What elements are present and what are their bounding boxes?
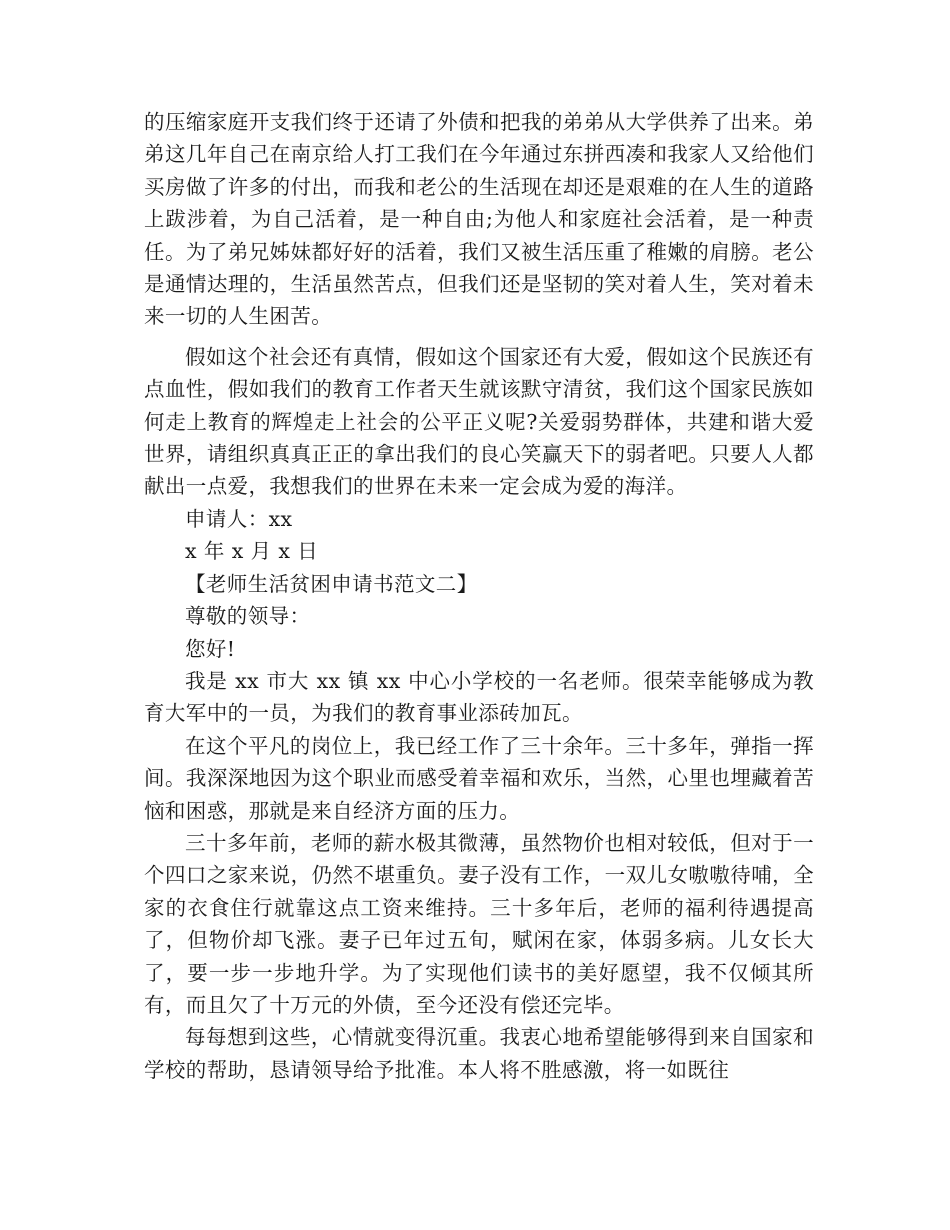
paragraph-continuation: 的压缩家庭开支我们终于还请了外债和把我的弟弟从大学供养了出来。弟弟这几年自己在南京给人打工我们在今年通过东拼西凑和我家人又给他们买房做了许多的付出，而我和老公的生活现在却还是艰难的在人生的道路上跋涉着，为自己活着，是一种自由;为他人和家庭社会活着，是一种责任。为了弟兄姊妹都好好的活着，我们又被生活压重了稚嫩的肩膀。老公是通情达理的，生活虽然苦点，但我们还是坚韧的笑对着人生，笑对着未来一切的人生困苦。: [144, 110, 814, 329]
section-heading: 【老师生活贫困申请书范文二】: [185, 571, 478, 596]
greeting: 您好!: [185, 636, 236, 661]
paragraph-hardship: 三十多年前，老师的薪水极其微薄，虽然物价也相对较低，但对于一个四口之家来说，仍然不堪重负。妻子没有工作，一双儿女嗷嗷待哺，全家的衣食住行就靠这点工资来维持。三十多年后，老师的福利待遇提高了，但物价却飞涨。妻子已年过五旬，赋闲在家，体弱多病。儿女长大了，要一步一步地升学。为了实现他们读书的美好愿望，我不仅倾其所有，而且欠了十万元的外债，至今还没有偿还完毕。: [144, 830, 814, 1017]
paragraph-intro: 我是 xx 市大 xx 镇 xx 中心小学校的一名老师。很荣幸能够成为教育大军中的一员，为我们的教育事业添砖加瓦。: [144, 668, 814, 726]
paragraph-appeal: 假如这个社会还有真情，假如这个国家还有大爱，假如这个民族还有点血性，假如我们的教育工作者天生就该默守清贫，我们这个国家民族如何走上教育的辉煌走上社会的公平正义呢?关爱弱势群体，共建和谐大爱世界，请组织真真正正的拿出我们的良心笑赢天下的弱者吧。只要人人都献出一点爱，我想我们的世界在未来一定会成为爱的海洋。: [144, 344, 814, 499]
salutation: 尊敬的领导：: [185, 604, 311, 629]
applicant-line: 申请人：xx: [185, 506, 293, 531]
paragraph-career: 在这个平凡的岗位上，我已经工作了三十余年。三十多年，弹指一挥间。我深深地因为这个职业而感受着幸福和欢乐，当然，心里也埋藏着苦恼和困惑，那就是来自经济方面的压力。: [144, 733, 814, 823]
date-line: x 年 x 月 x 日: [185, 539, 319, 564]
paragraph-request: 每每想到这些，心情就变得沉重。我衷心地希望能够得到来自国家和学校的帮助，恳请领导给予批准。本人将不胜感激，将一如既往: [144, 1025, 814, 1082]
document-body: [144, 106, 814, 1086]
